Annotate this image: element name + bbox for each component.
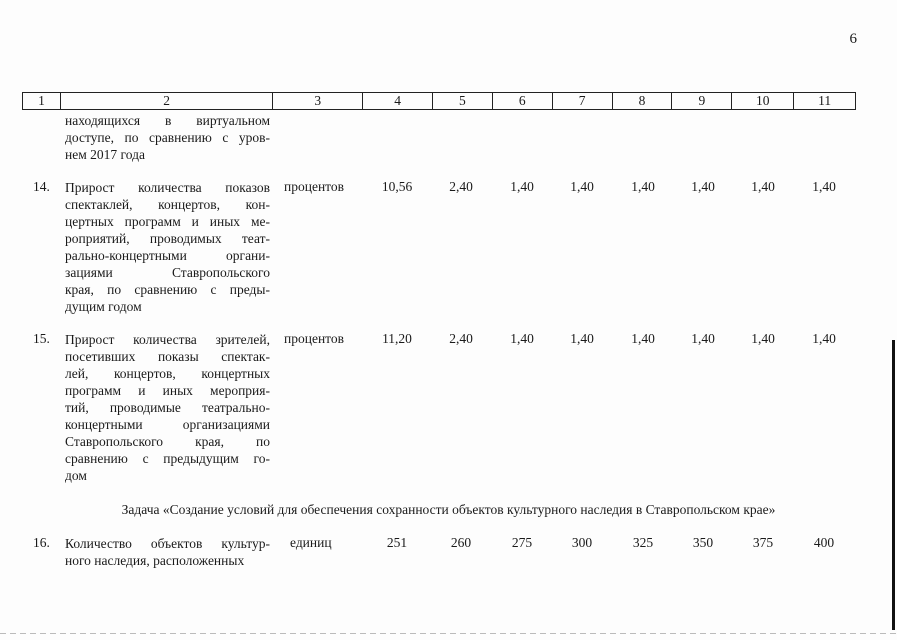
scan-edge <box>0 633 897 634</box>
row-value: 1,40 <box>751 179 775 194</box>
row-number: 15. <box>33 331 50 346</box>
header-cell: 3 <box>273 93 363 109</box>
description-line: дом <box>65 468 87 483</box>
description-line: Количество объектов культур- <box>65 536 270 551</box>
header-cell: 8 <box>613 93 673 109</box>
row-unit: процентов <box>284 179 345 194</box>
description-line: спектаклей, концертов, кон- <box>65 197 270 212</box>
header-cell: 7 <box>553 93 613 109</box>
row-value: 1,40 <box>510 331 534 346</box>
row-unit: процентов <box>284 331 345 346</box>
description-line: зациями Ставропольского <box>65 265 270 280</box>
row-value: 350 <box>692 535 714 550</box>
scan-edge <box>892 340 895 630</box>
row-value: 1,40 <box>812 331 836 346</box>
row-value: 375 <box>752 535 774 550</box>
description-line: тий, проводимые театрально- <box>65 400 270 415</box>
header-cell: 2 <box>61 93 273 109</box>
header-cell: 4 <box>363 93 433 109</box>
description-line: сравнению с предыдущим го- <box>65 451 270 466</box>
row-unit: единиц <box>290 535 332 550</box>
description-line: находящихся в виртуальном <box>65 113 270 128</box>
description-line: цертных программ и иных ме- <box>65 214 270 229</box>
header-cell: 9 <box>672 93 732 109</box>
row-description <box>65 179 270 315</box>
row-value: 251 <box>386 535 408 550</box>
header-cell: 5 <box>433 93 493 109</box>
description-line: концертными организациями <box>65 417 270 432</box>
row-value: 1,40 <box>691 179 715 194</box>
row-value: 1,40 <box>631 331 655 346</box>
description-line: Прирост количества показов <box>65 180 270 195</box>
description-line: ного наследия, расположенных <box>65 553 245 568</box>
description-line: Ставропольского края, по <box>65 434 270 449</box>
header-cell: 1 <box>23 93 61 109</box>
header-cell: 6 <box>493 93 553 109</box>
row-value: 10,56 <box>381 179 413 194</box>
row-value: 1,40 <box>691 331 715 346</box>
row-value: 1,40 <box>570 331 594 346</box>
row-value: 1,40 <box>570 179 594 194</box>
description-line: посетивших показы спектак- <box>65 349 270 364</box>
description-line: края, по сравнению с преды- <box>65 282 270 297</box>
task-heading: Задача «Создание условий для обеспечения сохранности объектов культурного наследия в Ставропольском крае» <box>121 502 776 517</box>
header-cell: 11 <box>818 93 832 108</box>
description-line: дущим годом <box>65 299 142 314</box>
row-number: 16. <box>33 535 50 550</box>
description-line: Прирост количества зрителей, <box>65 332 270 347</box>
row-value: 325 <box>632 535 654 550</box>
row-number: 14. <box>33 179 50 194</box>
row-value: 400 <box>813 535 835 550</box>
row-value: 1,40 <box>631 179 655 194</box>
row-value: 2,40 <box>449 179 473 194</box>
row-value: 1,40 <box>751 331 775 346</box>
description-line: нем 2017 года <box>65 147 145 162</box>
description-line: доступе, по сравнению с уров- <box>65 130 270 145</box>
row-value: 260 <box>450 535 472 550</box>
description-line: программ и иных мероприя- <box>65 383 270 398</box>
row-description <box>65 331 270 484</box>
row-value: 1,40 <box>510 179 534 194</box>
row-description <box>65 112 270 163</box>
row-value: 275 <box>511 535 533 550</box>
description-line: рально-концертными органи- <box>65 248 270 263</box>
row-value: 1,40 <box>812 179 836 194</box>
row-description <box>65 535 270 569</box>
row-value: 11,20 <box>382 331 412 346</box>
description-line: роприятий, проводимых теат- <box>65 231 270 246</box>
row-value: 300 <box>571 535 593 550</box>
row-value: 2,40 <box>449 331 473 346</box>
table-header <box>22 92 856 110</box>
description-line: лей, концертов, концертных <box>65 366 270 381</box>
header-cell: 10 <box>732 93 794 109</box>
page-number: 6 <box>849 31 857 47</box>
